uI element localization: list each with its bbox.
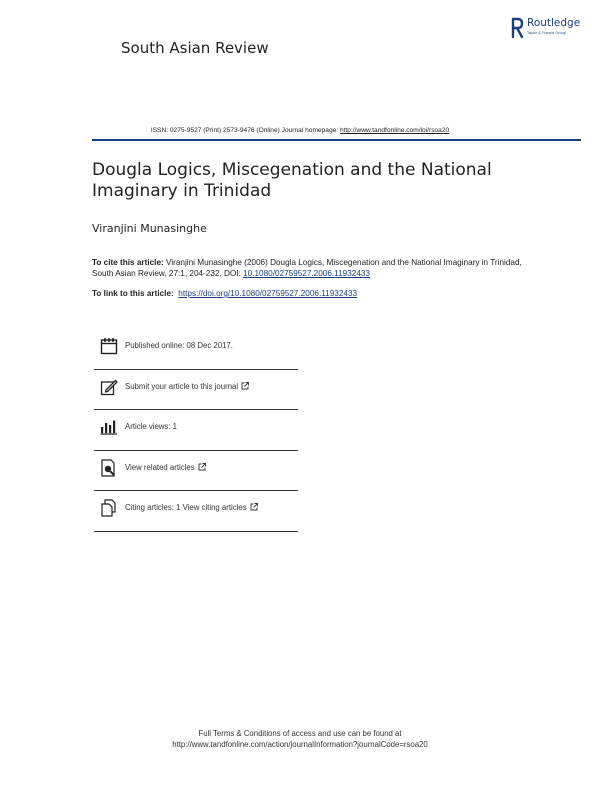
related-articles-link[interactable] bbox=[125, 463, 206, 472]
calendar-icon bbox=[100, 337, 118, 355]
routledge-r-icon bbox=[510, 17, 524, 39]
citation-doi-link[interactable]: 10.1080/02759527.2006.11932433 bbox=[243, 269, 370, 278]
citation-block bbox=[92, 257, 522, 279]
article-info-panel bbox=[94, 329, 298, 532]
submit-article-row[interactable] bbox=[94, 370, 298, 411]
issn-line bbox=[0, 127, 600, 134]
external-link-icon bbox=[198, 463, 206, 471]
citation-label: To cite this article: bbox=[92, 258, 164, 267]
logo-name: Routledge bbox=[527, 17, 581, 29]
bar-chart-icon bbox=[100, 418, 118, 436]
submit-article-label: Submit your article to this journal bbox=[125, 381, 239, 391]
journal-homepage-link[interactable]: http://www.tandfonline.com/loi/rsoa20 bbox=[339, 127, 450, 134]
footer-terms-link[interactable]: http://www.tandfonline.com/action/journalInformation?journalCode=rsoa20 bbox=[172, 740, 428, 749]
footer bbox=[0, 728, 600, 750]
citing-articles-icon bbox=[100, 499, 118, 517]
link-label: To link to this article: bbox=[92, 289, 174, 298]
related-articles-label: View related articles bbox=[125, 462, 195, 472]
link-block bbox=[92, 289, 357, 298]
footer-terms-text: Full Terms & Conditions of access and use can be found at bbox=[198, 729, 402, 738]
search-document-icon bbox=[100, 459, 118, 477]
citation-text: Viranjini Munasinghe (2006) Dougla Logics, Miscegenation and the National Imaginary in Trinidad, South Asian Review, 27:1, 204-232, DOI: bbox=[92, 258, 522, 278]
article-views-text: Article views: 1 bbox=[125, 422, 177, 431]
citing-articles-link[interactable] bbox=[125, 503, 258, 512]
journal-title: South Asian Review bbox=[121, 39, 269, 57]
article-doi-link[interactable]: https://doi.org/10.1080/02759527.2006.11932433 bbox=[178, 289, 358, 298]
article-views-row bbox=[94, 410, 298, 451]
logo-subtitle: Taylor & Francis Group bbox=[527, 31, 566, 35]
published-online-text: Published online: 08 Dec 2017. bbox=[125, 341, 233, 350]
citing-articles-row[interactable] bbox=[94, 491, 298, 532]
related-articles-row[interactable] bbox=[94, 451, 298, 492]
submit-article-link[interactable] bbox=[125, 382, 249, 391]
routledge-logo[interactable] bbox=[510, 17, 590, 41]
citing-articles-label: Citing articles: 1 View citing articles bbox=[125, 503, 247, 512]
header-rule bbox=[92, 139, 581, 141]
external-link-icon bbox=[241, 382, 249, 390]
edit-icon bbox=[100, 378, 118, 396]
article-author: Viranjini Munasinghe bbox=[92, 222, 207, 235]
article-title: Dougla Logics, Miscegenation and the National Imaginary in Trinidad bbox=[92, 160, 492, 201]
external-link-icon bbox=[250, 503, 258, 511]
issn-text: ISSN: 0275-9527 (Print) 2573-9476 (Online) Journal homepage: bbox=[150, 127, 340, 134]
published-online-row bbox=[94, 329, 298, 370]
